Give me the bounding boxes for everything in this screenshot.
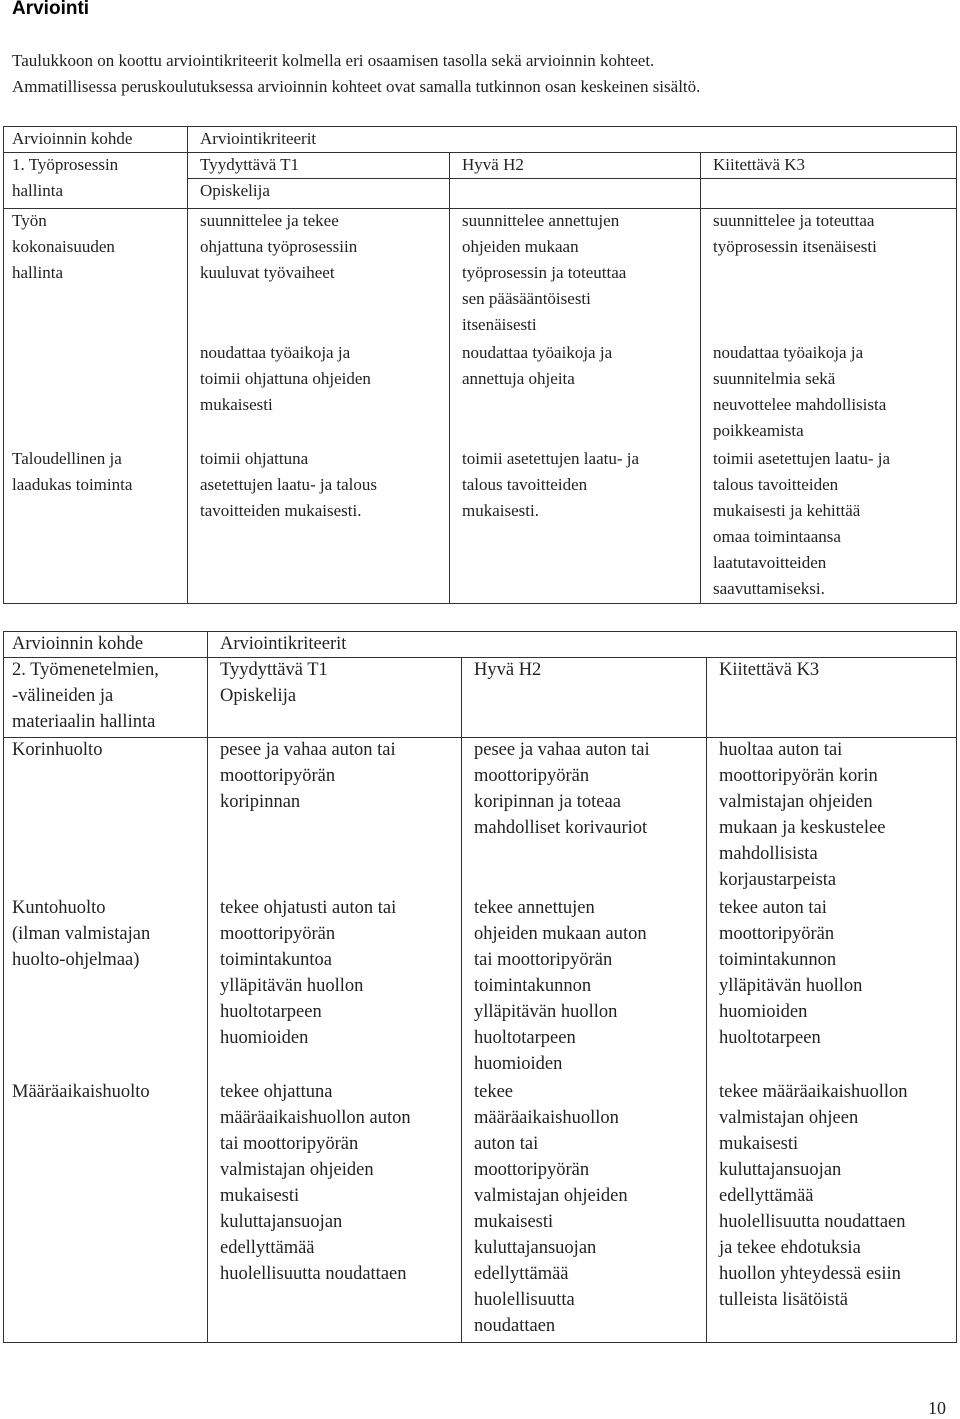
criteria-t1-line: toimii ohjattuna ohjeiden <box>200 369 371 388</box>
criteria-t1-line: edellyttämää <box>220 1238 315 1258</box>
criteria-k3-line: toimii asetettujen laatu- ja <box>713 449 891 468</box>
criteria-h2-line: tekee annettujen <box>474 898 595 918</box>
table-horizontal-rule <box>3 208 957 209</box>
level-t1: Tyydyttävä T1 <box>220 660 328 680</box>
table-horizontal-rule <box>3 737 957 738</box>
criteria-h2-line: moottoripyörän <box>474 1160 590 1180</box>
criteria-h2-line: edellyttämää <box>474 1264 569 1284</box>
criteria-h2-line: sen pääsääntöisesti <box>462 289 591 308</box>
table-horizontal-rule <box>3 1342 957 1343</box>
table-horizontal-rule <box>3 152 957 153</box>
criteria-k3-line: edellyttämää <box>719 1186 814 1206</box>
criteria-h2-line: itsenäisesti <box>462 315 537 334</box>
table-vertical-rule <box>706 657 707 1343</box>
criteria-k3-line: valmistajan ohjeen <box>719 1108 859 1128</box>
intro-paragraph <box>12 48 952 100</box>
criteria-h2-line: työprosessin ja toteuttaa <box>462 263 627 282</box>
kriteerit-label: Arviointikriteerit <box>220 634 347 654</box>
criteria-table-2 <box>3 631 957 1343</box>
criteria-h2-line: huolellisuutta <box>474 1290 575 1310</box>
level-t1: Tyydyttävä T1 <box>200 155 300 174</box>
table-vertical-rule <box>461 657 462 1343</box>
criteria-h2 <box>474 737 650 841</box>
table-vertical-rule <box>700 152 701 604</box>
criteria-h2-line: huoltotarpeen <box>474 1028 576 1048</box>
intro-line: Ammatillisessa peruskoulutuksessa arvioinnin kohteet ovat samalla tutkinnon osan keskeinen sisältö. <box>12 77 701 96</box>
criteria-h2-line: noudattaa työaikoja ja <box>462 343 613 362</box>
criteria-t1-line: huoltotarpeen <box>220 1002 322 1022</box>
criteria-t1-line: tekee ohjattuna <box>220 1082 333 1102</box>
row-kohde-line: (ilman valmistajan <box>12 924 151 944</box>
criteria-h2-line: moottoripyörän <box>474 766 590 786</box>
row-kohde-line: kokonaisuuden <box>12 237 115 256</box>
criteria-t1-line: tekee ohjatusti auton tai <box>220 898 397 918</box>
criteria-k3-line: huoltaa auton tai <box>719 740 843 760</box>
criteria-k3-line: ylläpitävän huollon <box>719 976 863 996</box>
criteria-h2-line: suunnittelee annettujen <box>462 211 620 230</box>
criteria-k3-line: huolellisuutta noudattaen <box>719 1212 906 1232</box>
table-horizontal-rule <box>3 603 957 604</box>
criteria-h2-line: tai moottoripyörän <box>474 950 613 970</box>
criteria-t1-line: moottoripyörän <box>220 924 336 944</box>
criteria-k3-line: työprosessin itsenäisesti <box>713 237 877 256</box>
criteria-t1-line: asetettujen laatu- ja talous <box>200 475 378 494</box>
criteria-h2 <box>474 1079 628 1339</box>
criteria-h2 <box>462 446 639 524</box>
criteria-k3-line: mukaan ja keskustelee <box>719 818 886 838</box>
row-kohde-line: hallinta <box>12 263 63 282</box>
criteria-t1 <box>200 446 377 524</box>
table-vertical-rule <box>956 126 957 604</box>
criteria-h2-line: mukaisesti. <box>462 501 539 520</box>
kohde-label: Arvioinnin kohde <box>12 634 144 654</box>
criteria-k3-line: saavuttamiseksi. <box>713 579 825 598</box>
criteria-h2-line: mukaisesti <box>474 1212 554 1232</box>
level-h2: Hyvä H2 <box>474 660 542 680</box>
criteria-t1-line: koripinnan <box>220 792 301 812</box>
table-vertical-rule <box>187 126 188 604</box>
criteria-h2-line: noudattaen <box>474 1316 556 1336</box>
criteria-h2-line: toimintakunnon <box>474 976 592 996</box>
criteria-t1-line: valmistajan ohjeiden <box>220 1160 374 1180</box>
criteria-h2-line: ohjeiden mukaan <box>462 237 579 256</box>
criteria-h2-line: annettuja ohjeita <box>462 369 575 388</box>
criteria-k3-line: toimintakunnon <box>719 950 837 970</box>
kohde-title-line: 1. Työprosessin <box>12 155 119 174</box>
row-kohde-line: Korinhuolto <box>12 740 103 760</box>
criteria-h2-line: tekee <box>474 1082 514 1102</box>
table-horizontal-rule <box>3 657 957 658</box>
criteria-t1-line: tavoitteiden mukaisesti. <box>200 501 362 520</box>
table-horizontal-rule <box>187 178 957 179</box>
criteria-k3-line: tekee määräaikaishuollon <box>719 1082 908 1102</box>
level-k3: Kiitettävä K3 <box>713 155 806 174</box>
criteria-t1-line: huomioiden <box>220 1028 309 1048</box>
criteria-k3 <box>713 446 890 602</box>
criteria-k3-line: tekee auton tai <box>719 898 827 918</box>
criteria-k3-line: valmistajan ohjeiden <box>719 792 873 812</box>
criteria-h2-line: koripinnan ja toteaa <box>474 792 621 812</box>
criteria-t1 <box>200 340 371 418</box>
row-kohde <box>12 737 102 763</box>
criteria-k3 <box>719 895 862 1051</box>
criteria-k3-line: poikkeamista <box>713 421 804 440</box>
kohde-title-line: hallinta <box>12 181 63 200</box>
criteria-k3 <box>713 340 886 444</box>
criteria-k3-line: laatutavoitteiden <box>713 553 827 572</box>
page-heading: Arviointi <box>12 0 90 19</box>
criteria-t1-line: moottoripyörän <box>220 766 336 786</box>
criteria-t1-line: ylläpitävän huollon <box>220 976 364 996</box>
table-vertical-rule <box>3 126 4 604</box>
criteria-h2 <box>462 340 612 392</box>
criteria-t1-line: suunnittelee ja tekee <box>200 211 339 230</box>
row-kohde-line: Taloudellinen ja <box>12 449 122 468</box>
criteria-k3 <box>719 1079 908 1313</box>
criteria-h2-line: kuluttajansuojan <box>474 1238 597 1258</box>
criteria-t1-line: tai moottoripyörän <box>220 1134 359 1154</box>
criteria-t1-line: ohjattuna työprosessiin <box>200 237 358 256</box>
criteria-k3-line: suunnittelee ja toteuttaa <box>713 211 875 230</box>
row-kohde-line: Työn <box>12 211 47 230</box>
row-kohde-line: huolto-ohjelmaa) <box>12 950 140 970</box>
criteria-h2 <box>462 208 626 338</box>
criteria-h2-line: mahdolliset korivauriot <box>474 818 648 838</box>
criteria-t1-line: toimintakuntoa <box>220 950 333 970</box>
criteria-h2-line: auton tai <box>474 1134 539 1154</box>
criteria-k3-line: kuluttajansuojan <box>719 1160 842 1180</box>
criteria-k3-line: mukaisesti ja kehittää <box>713 501 861 520</box>
kohde-title-line: -välineiden ja <box>12 686 114 706</box>
criteria-k3 <box>719 737 885 893</box>
criteria-table-1 <box>3 126 957 604</box>
criteria-k3-line: moottoripyörän korin <box>719 766 878 786</box>
criteria-h2-line: ylläpitävän huollon <box>474 1002 618 1022</box>
row-kohde <box>12 1079 150 1105</box>
row-kohde <box>12 208 115 286</box>
criteria-h2-line: huomioiden <box>474 1054 563 1074</box>
level-h2: Hyvä H2 <box>462 155 524 174</box>
opiskelija-label: Opiskelija <box>220 686 297 706</box>
criteria-t1-line: toimii ohjattuna <box>200 449 309 468</box>
criteria-h2-line: määräaikaishuollon <box>474 1108 619 1128</box>
criteria-h2-line: toimii asetettujen laatu- ja <box>462 449 640 468</box>
criteria-h2-line: pesee ja vahaa auton tai <box>474 740 650 760</box>
criteria-t1-line: kuluttajansuojan <box>220 1212 343 1232</box>
criteria-t1 <box>220 895 396 1051</box>
kriteerit-label: Arviointikriteerit <box>200 129 317 148</box>
kohde-title <box>12 152 118 204</box>
criteria-k3-line: korjaustarpeista <box>719 870 837 890</box>
kohde-label: Arvioinnin kohde <box>12 129 133 148</box>
criteria-t1-line: noudattaa työaikoja ja <box>200 343 351 362</box>
criteria-t1 <box>220 1079 411 1287</box>
criteria-k3-line: mukaisesti <box>719 1134 799 1154</box>
criteria-k3-line: huoltotarpeen <box>719 1028 821 1048</box>
intro-line: Taulukkoon on koottu arviointikriteerit kolmella eri osaamisen tasolla sekä arvioinnin kohteet. <box>12 51 655 70</box>
row-kohde <box>12 895 150 973</box>
criteria-k3 <box>713 208 877 260</box>
criteria-k3-line: huollon yhteydessä esiin <box>719 1264 901 1284</box>
table-horizontal-rule <box>3 631 957 632</box>
kohde-title-line: materiaalin hallinta <box>12 712 156 732</box>
criteria-k3-line: suunnitelmia sekä <box>713 369 836 388</box>
criteria-k3-line: noudattaa työaikoja ja <box>713 343 864 362</box>
row-kohde <box>12 446 132 498</box>
row-kohde-line: Määräaikaishuolto <box>12 1082 150 1102</box>
level-k3: Kiitettävä K3 <box>719 660 820 680</box>
criteria-k3-line: moottoripyörän <box>719 924 835 944</box>
criteria-t1-line: mukaisesti <box>220 1186 300 1206</box>
criteria-t1-line: määräaikaishuollon auton <box>220 1108 411 1128</box>
row-kohde-line: Kuntohuolto <box>12 898 106 918</box>
criteria-t1 <box>220 737 396 815</box>
criteria-h2-line: valmistajan ohjeiden <box>474 1186 628 1206</box>
criteria-k3-line: huomioiden <box>719 1002 808 1022</box>
criteria-k3-line: omaa toimintaansa <box>713 527 841 546</box>
criteria-k3-line: neuvottelee mahdollisista <box>713 395 887 414</box>
criteria-h2-line: talous tavoitteiden <box>462 475 588 494</box>
kohde-title <box>12 657 159 735</box>
row-kohde-line: laadukas toiminta <box>12 475 133 494</box>
criteria-h2-line: ohjeiden mukaan auton <box>474 924 647 944</box>
table-horizontal-rule <box>3 126 957 127</box>
criteria-t1-line: pesee ja vahaa auton tai <box>220 740 396 760</box>
kohde-title-line: 2. Työmenetelmien, <box>12 660 159 680</box>
table-vertical-rule <box>449 152 450 604</box>
criteria-t1-line: mukaisesti <box>200 395 273 414</box>
criteria-t1-line: kuuluvat työvaiheet <box>200 263 335 282</box>
criteria-h2 <box>474 895 647 1077</box>
criteria-t1-line: huolellisuutta noudattaen <box>220 1264 407 1284</box>
page-number: 10 <box>928 1398 946 1418</box>
criteria-t1 <box>200 208 357 286</box>
criteria-k3-line: mahdollisista <box>719 844 818 864</box>
opiskelija-label: Opiskelija <box>200 181 270 200</box>
criteria-k3-line: tulleista lisätöistä <box>719 1290 848 1310</box>
criteria-k3-line: talous tavoitteiden <box>713 475 839 494</box>
criteria-k3-line: ja tekee ehdotuksia <box>719 1238 861 1258</box>
